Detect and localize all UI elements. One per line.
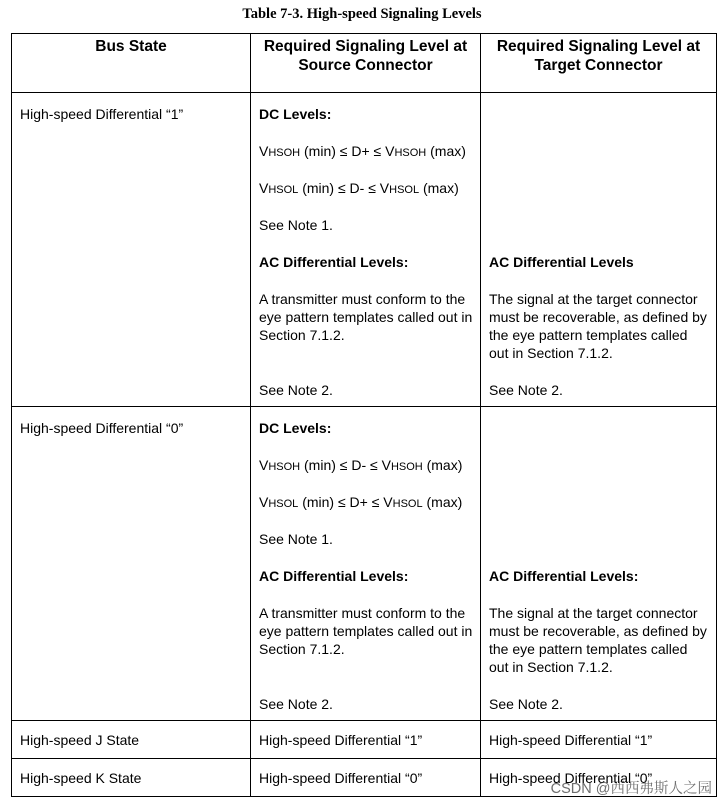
header-source-connector: Required Signaling Level at Source Connector	[251, 34, 481, 93]
source-cell: High-speed Differential “0”	[251, 759, 481, 797]
dc-levels-title: DC Levels:	[259, 106, 332, 122]
bus-state-cell	[12, 407, 251, 721]
note-ref: See Note 1.	[259, 217, 333, 233]
bus-state-cell: High-speed K State	[12, 759, 251, 797]
ac-levels-text: A transmitter must conform to the eye pattern templates called out in Section 7.1.2.	[259, 605, 473, 657]
target-cell: High-speed Differential “1”	[481, 721, 717, 759]
note-ref: See Note 2.	[259, 382, 333, 398]
note-ref: See Note 2.	[259, 696, 333, 712]
ac-levels-title: AC Differential Levels:	[489, 568, 639, 584]
bus-state-text: High-speed Differential “1”	[20, 106, 184, 122]
table-row	[12, 721, 717, 759]
source-cell	[251, 407, 481, 721]
target-cell	[481, 407, 717, 721]
source-cell	[251, 93, 481, 407]
source-cell: High-speed Differential “1”	[251, 721, 481, 759]
table-caption: Table 7-3. High-speed Signaling Levels	[242, 6, 482, 22]
ac-levels-text: The signal at the target connector must be recoverable, as defined by the eye pattern templates called out in Section 7.1.2.	[489, 605, 707, 675]
bus-state-cell: High-speed J State	[12, 721, 251, 759]
dc-level-line: VHSOL (min) ≤ D+ ≤ VHSOL (max)	[259, 494, 463, 510]
target-cell	[481, 93, 717, 407]
table-row	[12, 93, 717, 407]
ac-levels-title: AC Differential Levels	[489, 254, 634, 270]
signaling-levels-table	[11, 33, 717, 797]
note-ref: See Note 1.	[259, 531, 333, 547]
dc-levels-title: DC Levels:	[259, 420, 332, 436]
ac-levels-title: AC Differential Levels:	[259, 254, 409, 270]
ac-levels-text: A transmitter must conform to the eye pattern templates called out in Section 7.1.2.	[259, 291, 473, 343]
header-target-connector: Required Signaling Level at Target Connector	[481, 34, 717, 93]
target-cell: High-speed Differential “0”	[481, 759, 717, 797]
dc-level-line: VHSOL (min) ≤ D- ≤ VHSOL (max)	[259, 180, 459, 196]
note-ref: See Note 2.	[489, 382, 563, 398]
table-row	[12, 407, 717, 721]
dc-level-line: VHSOH (min) ≤ D+ ≤ VHSOH (max)	[259, 143, 466, 159]
dc-level-line: VHSOH (min) ≤ D- ≤ VHSOH (max)	[259, 457, 463, 473]
watermark: CSDN @西西弗斯人之园	[550, 781, 712, 797]
ac-levels-text: The signal at the target connector must be recoverable, as defined by the eye pattern templates called out in Section 7.1.2.	[489, 291, 707, 361]
ac-levels-title: AC Differential Levels:	[259, 568, 409, 584]
header-bus-state: Bus State	[12, 34, 251, 93]
header-row	[12, 34, 717, 93]
bus-state-cell	[12, 93, 251, 407]
note-ref: See Note 2.	[489, 696, 563, 712]
bus-state-text: High-speed Differential “0”	[20, 420, 184, 436]
